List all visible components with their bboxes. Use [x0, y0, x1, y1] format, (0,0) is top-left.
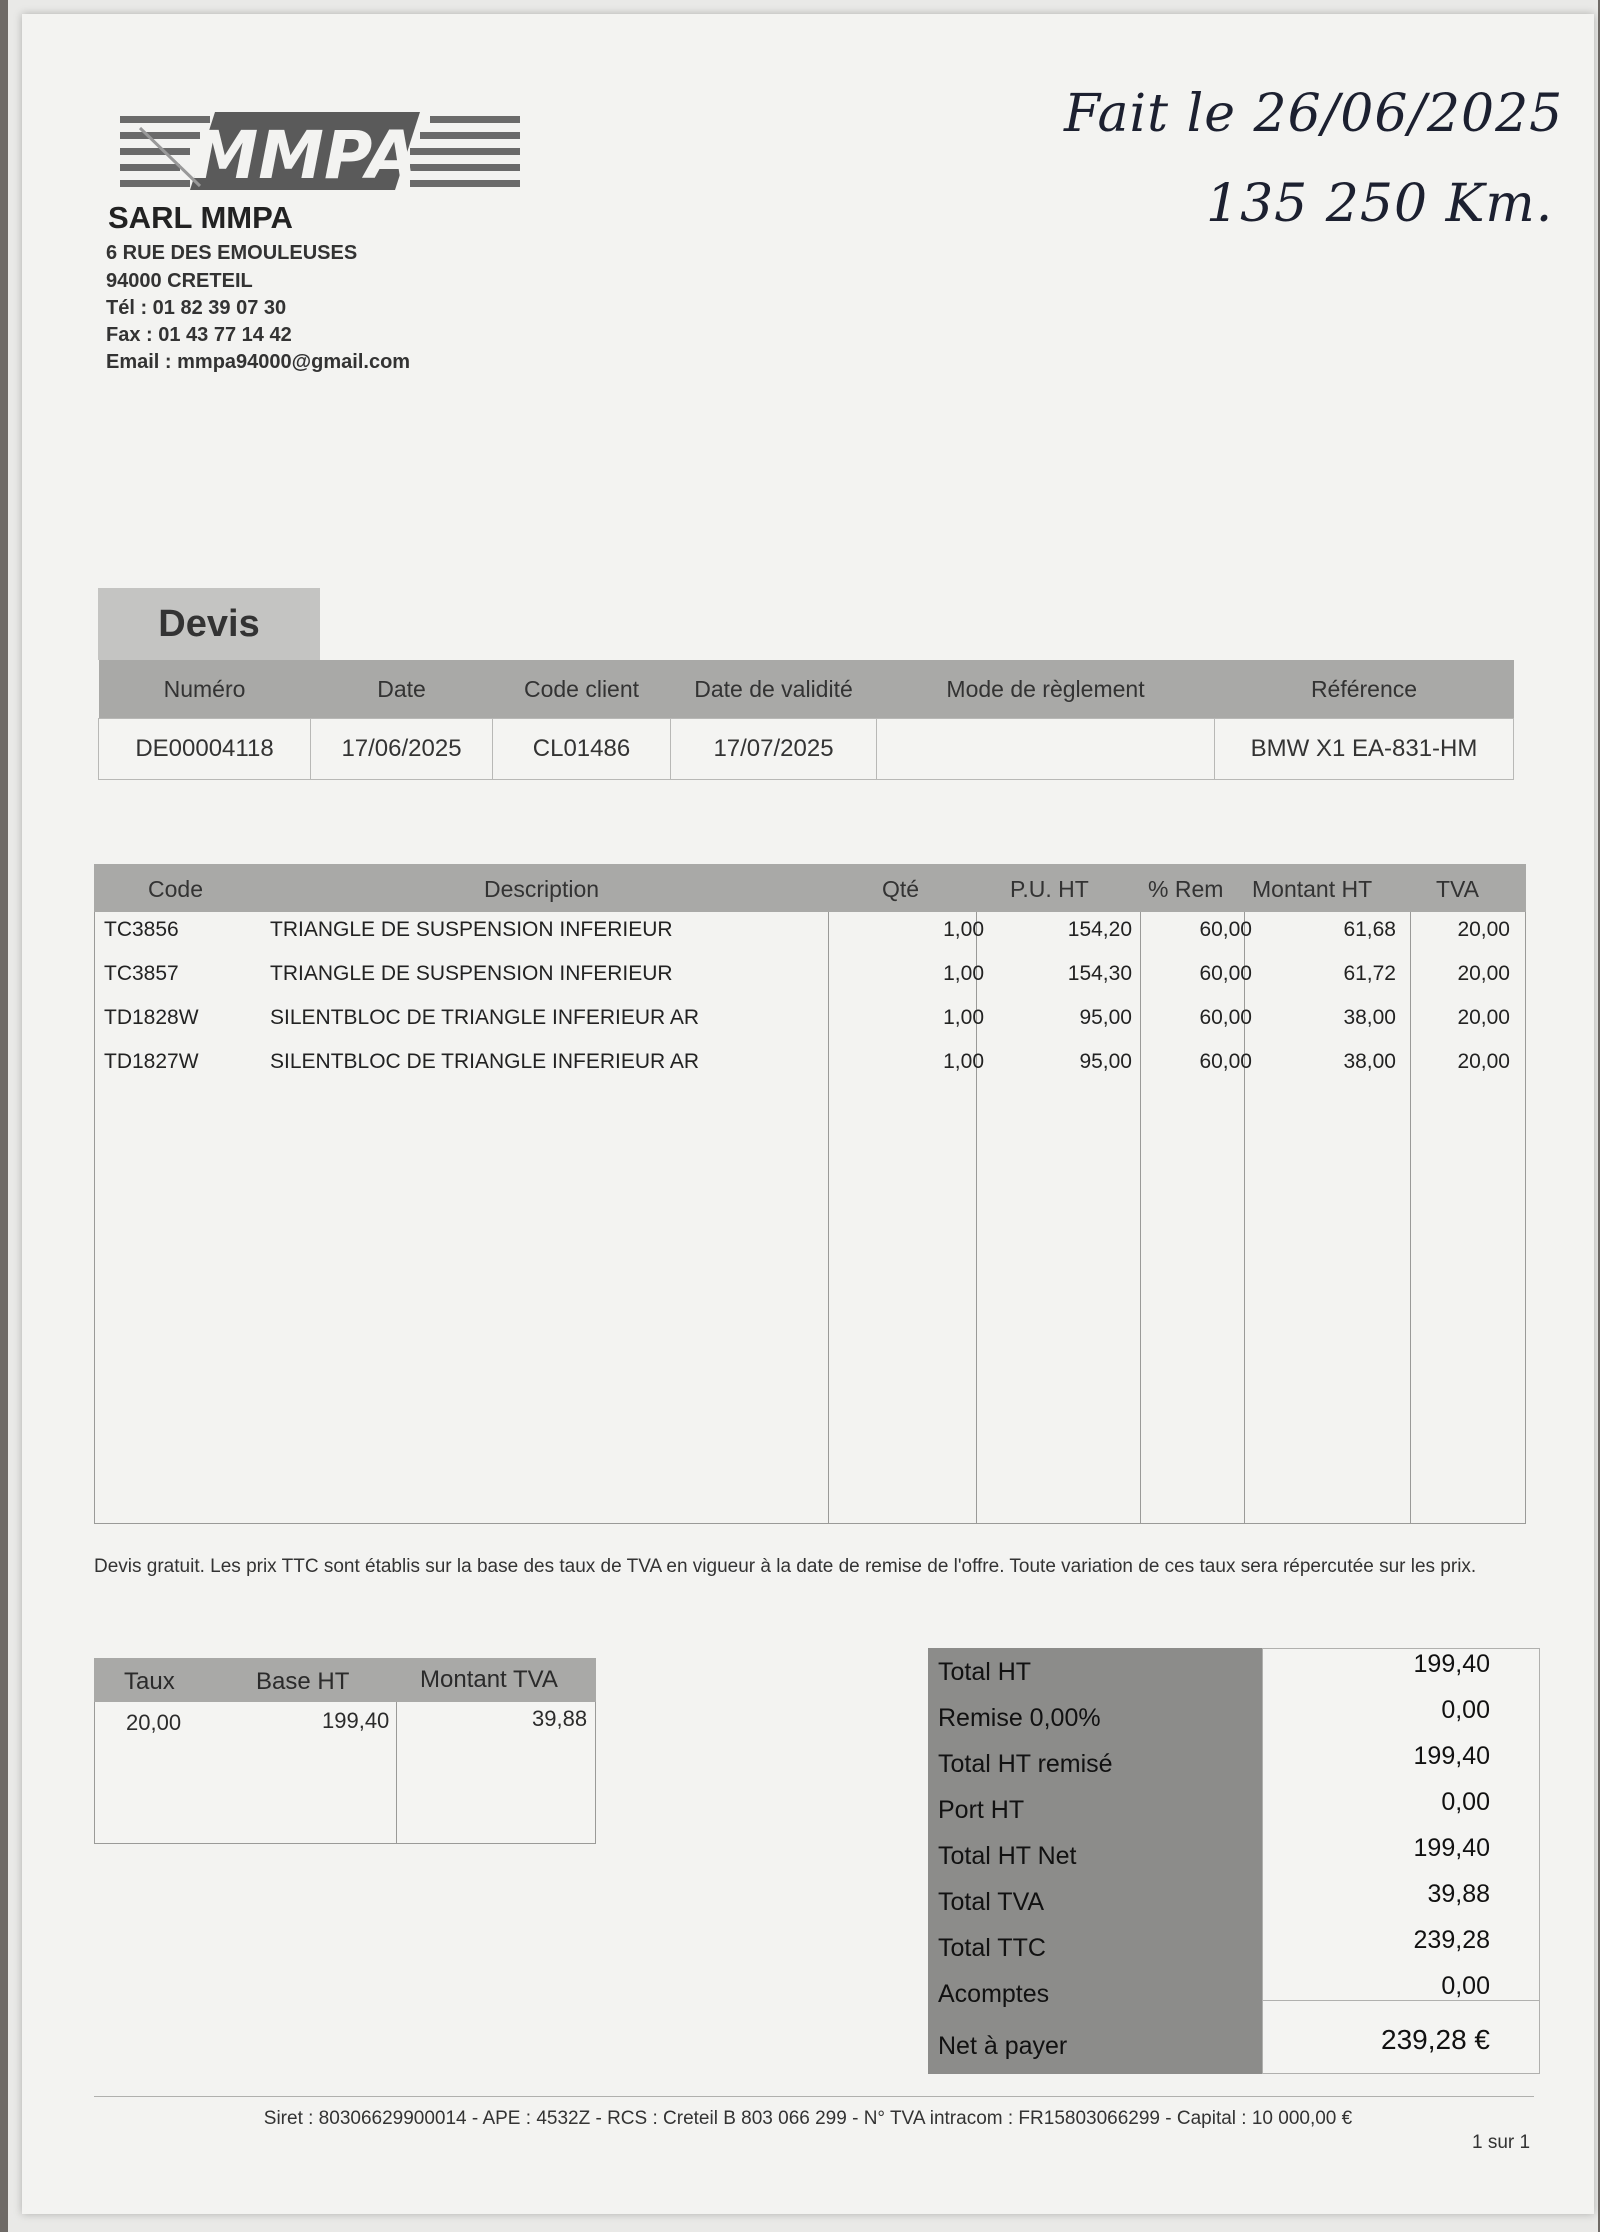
company-address-line1: 6 RUE DES EMOULEUSES	[106, 242, 358, 264]
line-qty: 1,00	[943, 918, 984, 941]
line-description: SILENTBLOC DE TRIANGLE INFERIEUR AR	[270, 1050, 700, 1073]
company-address-line2: 94000 CRETEIL	[106, 270, 253, 292]
line-vat: 20,00	[1457, 1006, 1510, 1029]
col-header-vat: TVA	[1436, 876, 1480, 902]
line-code: TC3856	[104, 918, 179, 941]
total-label: Remise 0,00%	[938, 1704, 1101, 1732]
header-numero: Numéro	[99, 660, 311, 719]
header-code-client: Code client	[493, 660, 671, 719]
vat-header-rate: Taux	[124, 1668, 175, 1695]
line-qty: 1,00	[943, 962, 984, 985]
document-title: Devis	[98, 588, 320, 660]
total-label: Total HT Net	[938, 1842, 1077, 1870]
document-page	[22, 14, 1594, 2214]
quote-note: Devis gratuit. Les prix TTC sont établis sur la base des taux de TVA en vigueur à la date de remise de l'offre. Toute variation de ces taux sera répercutée sur les prix.	[94, 1556, 1477, 1577]
line-vat: 20,00	[1457, 918, 1510, 941]
line-unit-price: 95,00	[1079, 1050, 1132, 1073]
total-value: 0,00	[1441, 1788, 1490, 1816]
vat-header-amount: Montant TVA	[420, 1666, 558, 1693]
col-header-unit-price: P.U. HT	[1010, 876, 1089, 902]
col-header-discount: % Rem	[1148, 876, 1224, 902]
total-label: Port HT	[938, 1796, 1025, 1824]
total-label: Net à payer	[938, 2032, 1068, 2060]
company-phone: Tél : 01 82 39 07 30	[106, 297, 287, 319]
payment-mode	[877, 719, 1215, 780]
company-name: SARL MMPA	[108, 200, 293, 235]
quote-info-table	[98, 660, 1514, 780]
header-date-validite: Date de validité	[671, 660, 877, 719]
total-value: 199,40	[1413, 1834, 1490, 1862]
quote-date: 17/06/2025	[311, 719, 493, 780]
line-discount: 60,00	[1199, 1006, 1252, 1029]
handwritten-date: Fait le 26/06/2025	[1064, 84, 1564, 144]
page-number: 1 sur 1	[1472, 2132, 1531, 2153]
total-value: 239,28	[1413, 1926, 1490, 1954]
line-unit-price: 154,20	[1067, 918, 1132, 941]
col-header-description: Description	[484, 876, 600, 902]
total-value: 39,88	[1427, 1880, 1490, 1908]
line-qty: 1,00	[943, 1050, 984, 1073]
header-mode-reglement: Mode de règlement	[877, 660, 1215, 719]
total-value: 239,28 €	[1381, 2024, 1490, 2055]
col-header-qty: Qté	[882, 876, 920, 902]
total-label: Total HT remisé	[938, 1750, 1113, 1778]
header-date: Date	[311, 660, 493, 719]
company-logo	[120, 108, 520, 204]
line-description: TRIANGLE DE SUSPENSION INFERIEUR	[270, 962, 673, 985]
total-value: 199,40	[1413, 1650, 1490, 1678]
column-divider	[1410, 912, 1411, 1524]
line-qty: 1,00	[943, 1006, 984, 1029]
line-unit-price: 95,00	[1079, 1006, 1132, 1029]
total-value: 199,40	[1413, 1742, 1490, 1770]
vat-header-base: Base HT	[256, 1668, 350, 1695]
line-vat: 20,00	[1457, 962, 1510, 985]
col-header-code: Code	[148, 876, 203, 902]
totals-values-panel	[1262, 1648, 1540, 2074]
line-amount: 61,72	[1343, 962, 1396, 985]
header-reference: Référence	[1215, 660, 1514, 719]
logo-text: MMPA	[192, 117, 418, 194]
total-value: 0,00	[1441, 1972, 1490, 2000]
column-divider	[1244, 912, 1245, 1524]
column-divider	[1140, 912, 1141, 1524]
total-label: Total TTC	[938, 1934, 1046, 1962]
line-code: TC3857	[104, 962, 179, 985]
line-amount: 38,00	[1343, 1050, 1396, 1073]
line-amount: 38,00	[1343, 1006, 1396, 1029]
line-code: TD1827W	[104, 1050, 199, 1073]
line-vat: 20,00	[1457, 1050, 1510, 1073]
line-description: SILENTBLOC DE TRIANGLE INFERIEUR AR	[270, 1006, 700, 1029]
client-code: CL01486	[493, 719, 671, 780]
line-description: TRIANGLE DE SUSPENSION INFERIEUR	[270, 918, 673, 941]
handwritten-mileage: 135 250 Km.	[1206, 174, 1554, 234]
vat-rate: 20,00	[126, 1710, 182, 1735]
column-divider	[828, 912, 829, 1524]
column-divider	[976, 912, 977, 1524]
line-discount: 60,00	[1199, 962, 1252, 985]
company-email: Email : mmpa94000@gmail.com	[106, 351, 411, 373]
company-fax: Fax : 01 43 77 14 42	[106, 324, 292, 346]
quote-info-values	[99, 719, 1514, 780]
line-amount: 61,68	[1343, 918, 1396, 941]
total-label: Total HT	[938, 1658, 1032, 1686]
total-value: 0,00	[1441, 1696, 1490, 1724]
quote-info-header	[99, 660, 1514, 719]
line-unit-price: 154,30	[1067, 962, 1132, 985]
vat-base: 199,40	[322, 1708, 390, 1733]
col-header-amount: Montant HT	[1252, 876, 1373, 902]
footer-divider	[94, 2096, 1534, 2097]
line-code: TD1828W	[104, 1006, 199, 1029]
line-discount: 60,00	[1199, 1050, 1252, 1073]
vehicle-reference: BMW X1 EA-831-HM	[1215, 719, 1514, 780]
footer-legal: Siret : 80306629900014 - APE : 4532Z - RCS : Creteil B 803 066 299 - N° TVA intracom : FR15803066299 - Capital : 10 000,00 €	[263, 2108, 1353, 2129]
net-divider	[1262, 2000, 1540, 2001]
vat-amount: 39,88	[532, 1706, 588, 1731]
quote-number: DE00004118	[99, 719, 311, 780]
column-divider	[396, 1702, 397, 1844]
total-label: Acomptes	[938, 1980, 1050, 2008]
line-discount: 60,00	[1199, 918, 1252, 941]
validity-date: 17/07/2025	[671, 719, 877, 780]
total-label: Total TVA	[938, 1888, 1045, 1916]
